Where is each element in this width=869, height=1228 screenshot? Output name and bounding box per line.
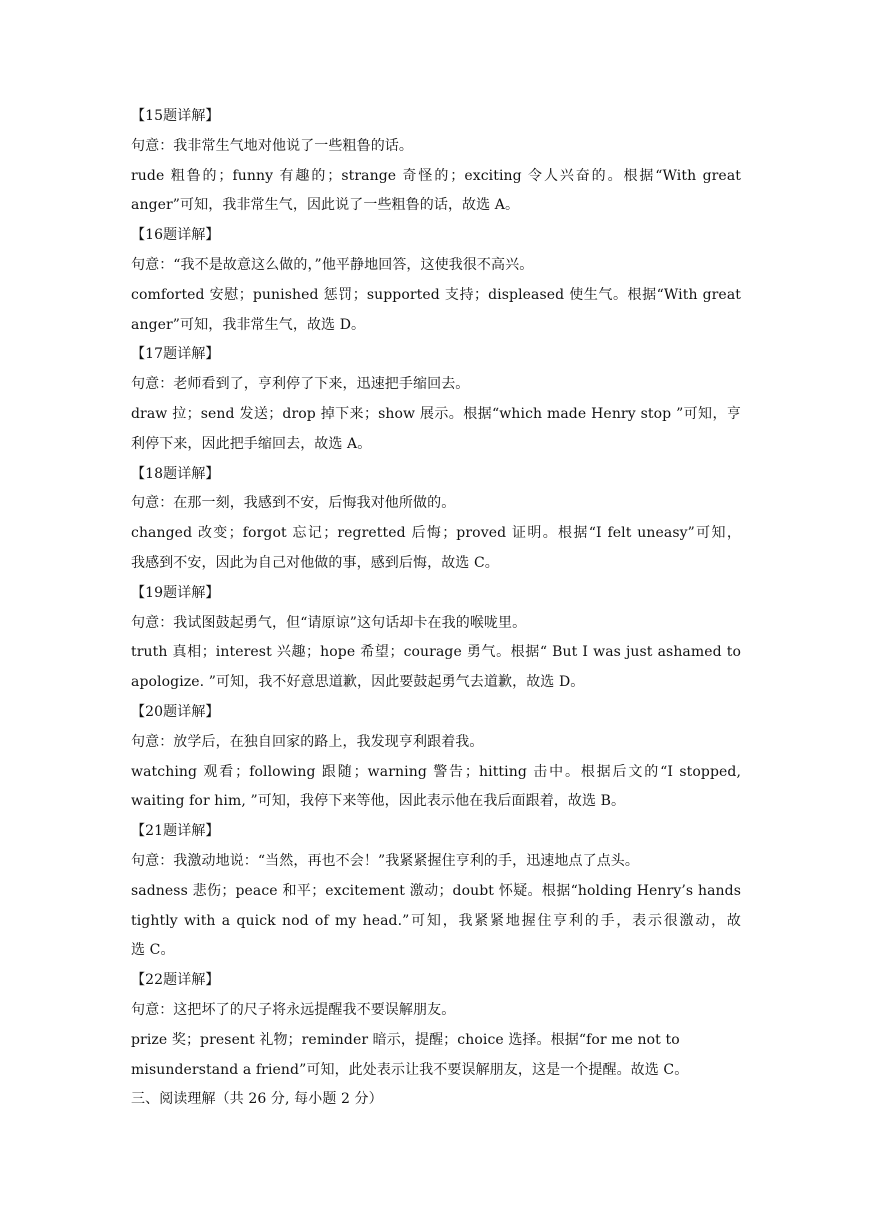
sentence-meaning-19: 句意：我试图鼓起勇气，但“请原谅”这句话却卡在我的喉咙里。 <box>131 614 527 631</box>
explanation-line-18-2: 我感到不安，因此为自己对他做的事，感到后悔，故选 C。 <box>131 554 499 571</box>
explanation-line-17-1: draw 拉；send 发送；drop 掉下来；show 展示。根据“which made Henry stop ”可知，亨 <box>131 405 741 422</box>
section-heading-21: 【21题详解】 <box>131 823 220 840</box>
document-page <box>131 102 741 1115</box>
explanation-line-19-2: apologize. ”可知，我不好意思道歉，因此要鼓起勇气去道歉，故选 D。 <box>131 674 585 691</box>
explanation-line-18-1: changed 改变；forgot 忘记；regretted 后悔；proved 证明。根据“I felt uneasy”可知， <box>131 525 741 542</box>
explanation-line-20-2: waiting for him, ”可知，我停下来等他，因此表示他在我后面跟着，故选 B。 <box>131 793 626 810</box>
section-heading-19: 【19题详解】 <box>131 584 220 601</box>
sentence-meaning-16: 句意：“我不是故意这么做的，”他平静地回答，这使我很不高兴。 <box>131 256 534 273</box>
explanation-line-17-2: 利停下来，因此把手缩回去，故选 A。 <box>131 435 372 452</box>
explanation-line-15-2: anger”可知，我非常生气，因此说了一些粗鲁的话，故选 A。 <box>131 197 520 214</box>
section-heading-17: 【17题详解】 <box>131 346 220 363</box>
explanation-line-22-2: misunderstand a friend”可知，此处表示让我不要误解朋友，这是一个提醒。故选 C。 <box>131 1061 689 1078</box>
explanation-line-21-2: tightly with a quick nod of my head.”可知，我紧紧地握住亨利的手，表示很激动，故 <box>131 912 741 929</box>
explanation-line-16-2: anger”可知，我非常生气，故选 D。 <box>131 316 366 333</box>
explanation-line-22-1: prize 奖；present 礼物；reminder 暗示，提醒；choice 选择。根据“for me not to <box>131 1031 680 1048</box>
explanation-line-20-1: watching 观看；following 跟随；warning 警告；hitting 击中。根据后文的“I stopped, <box>131 763 741 780</box>
explanation-line-21-3: 选 C。 <box>131 942 175 959</box>
section-heading-16: 【16题详解】 <box>131 227 220 244</box>
section-heading-18: 【18题详解】 <box>131 465 220 482</box>
sentence-meaning-22: 句意：这把坏了的尺子将永远提醒我不要误解朋友。 <box>131 1001 456 1018</box>
sentence-meaning-17: 句意：老师看到了，亨利停了下来，迅速把手缩回去。 <box>131 376 470 393</box>
sentence-meaning-18: 句意：在那一刻，我感到不安，后悔我对他所做的。 <box>131 495 456 512</box>
explanation-line-15-1: rude 粗鲁的；funny 有趣的；strange 奇怪的；exciting 令人兴奋的。根据“With great <box>131 167 741 184</box>
sentence-meaning-20: 句意：放学后，在独自回家的路上，我发现亨利跟着我。 <box>131 733 484 750</box>
section-heading-22: 【22题详解】 <box>131 972 220 989</box>
sentence-meaning-15: 句意：我非常生气地对他说了一些粗鲁的话。 <box>131 137 413 154</box>
explanation-line-19-1: truth 真相；interest 兴趣；hope 希望；courage 勇气。根据“ But I was just ashamed to <box>131 644 741 661</box>
section-heading-15: 【15题详解】 <box>131 108 220 124</box>
reading-section-title: 三、阅读理解（共 26 分, 每小题 2 分） <box>131 1091 383 1108</box>
section-heading-20: 【20题详解】 <box>131 703 220 720</box>
explanation-line-16-1: comforted 安慰；punished 惩罚；supported 支持；displeased 使生气。根据“With great <box>131 286 741 303</box>
sentence-meaning-21: 句意：我激动地说：“当然，再也不会！”我紧紧握住亨利的手，迅速地点了点头。 <box>131 852 640 869</box>
explanation-line-21-1: sadness 悲伤；peace 和平；excitement 激动；doubt 怀疑。根据“holding Henry’s hands <box>131 882 741 899</box>
